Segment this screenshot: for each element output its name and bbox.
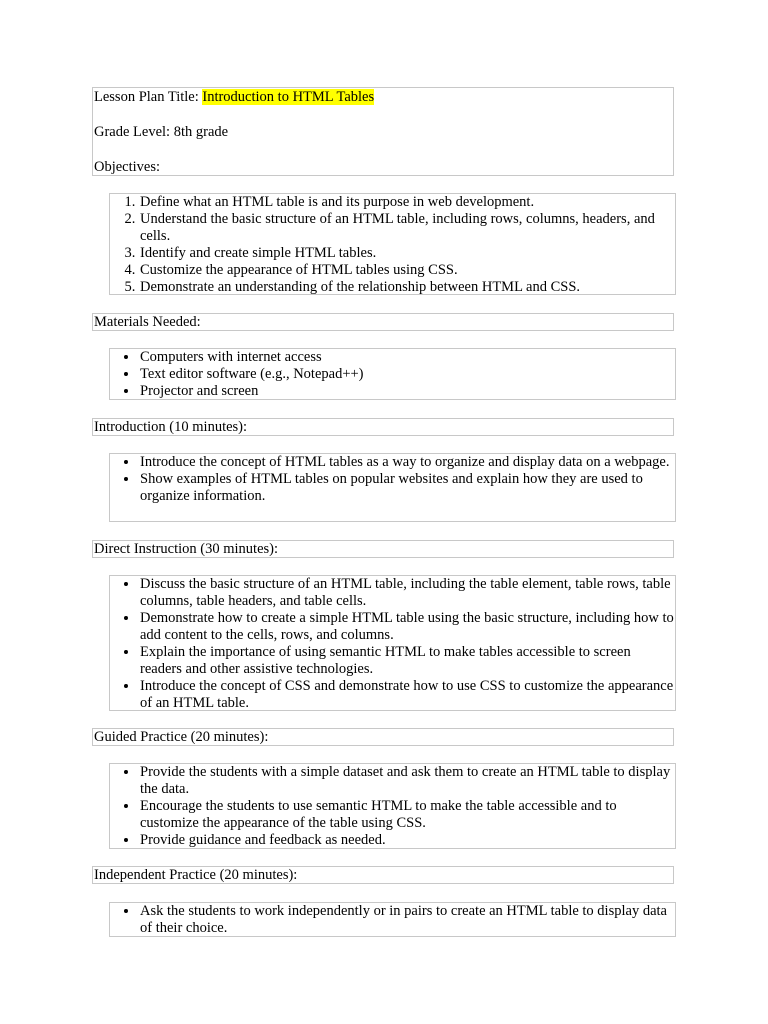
list-item: • Provide guidance and feedback as needed. [139, 832, 675, 849]
guided-practice-heading-box [92, 728, 674, 746]
list-item: • Computers with internet access [139, 349, 675, 366]
lesson-title [94, 89, 673, 106]
list-item: • Introduce the concept of CSS and demonstrate how to use CSS to customize the appearance of an HTML table. [139, 678, 675, 712]
objectives-heading: Objectives: [94, 159, 161, 175]
introduction-heading-box [92, 418, 674, 436]
materials-heading-box [92, 313, 674, 331]
lesson-title-value: Introduction to HTML Tables [202, 89, 375, 105]
independent-practice-heading-box [92, 866, 674, 884]
list-item: • Show examples of HTML tables on popular websites and explain how they are used to organize information. [139, 471, 675, 505]
list-item: 3. Identify and create simple HTML tables. [139, 245, 675, 262]
list-item: • Explain the importance of using semantic HTML to make tables accessible to screen readers and other assistive technologies. [139, 644, 675, 678]
introduction-list [110, 454, 675, 505]
guided-practice-list [110, 764, 675, 849]
list-item: • Encourage the students to use semantic HTML to make the table accessible and to customize the appearance of the table using CSS. [139, 798, 675, 832]
independent-practice-box [109, 902, 676, 937]
materials-list [110, 349, 675, 400]
list-item: • Text editor software (e.g., Notepad++) [139, 366, 675, 383]
grade-level: Grade Level: 8th grade [94, 124, 229, 140]
objectives-list [110, 194, 675, 296]
guided-practice-box [109, 763, 676, 849]
objectives-box [109, 193, 676, 295]
list-item: 1. Define what an HTML table is and its purpose in web development. [139, 194, 675, 211]
introduction-heading: Introduction (10 minutes): [94, 419, 248, 435]
guided-practice-heading: Guided Practice (20 minutes): [94, 729, 269, 745]
list-item: • Demonstrate how to create a simple HTML table using the basic structure, including how to add content to the cells, rows, and columns. [139, 610, 675, 644]
direct-instruction-box [109, 575, 676, 711]
independent-practice-list [110, 903, 675, 937]
list-item: 4. Customize the appearance of HTML tables using CSS. [139, 262, 675, 279]
list-item: • Provide the students with a simple dataset and ask them to create an HTML table to display the data. [139, 764, 675, 798]
list-item: • Projector and screen [139, 383, 675, 400]
lesson-title-label: Lesson Plan Title: [94, 89, 203, 105]
lesson-header [92, 87, 674, 176]
list-item: • Ask the students to work independently or in pairs to create an HTML table to display data of their choice. [139, 903, 675, 937]
list-item: 5. Demonstrate an understanding of the relationship between HTML and CSS. [139, 279, 675, 296]
materials-heading: Materials Needed: [94, 314, 201, 330]
direct-instruction-list [110, 576, 675, 712]
independent-practice-heading: Independent Practice (20 minutes): [94, 867, 298, 883]
introduction-box [109, 453, 676, 522]
direct-instruction-heading: Direct Instruction (30 minutes): [94, 541, 279, 557]
materials-box [109, 348, 676, 400]
direct-instruction-heading-box [92, 540, 674, 558]
list-item: 2. Understand the basic structure of an HTML table, including rows, columns, headers, and cells. [139, 211, 675, 245]
list-item: • Introduce the concept of HTML tables as a way to organize and display data on a webpage. [139, 454, 675, 471]
list-item: • Discuss the basic structure of an HTML table, including the table element, table rows, table columns, table headers, and table cells. [139, 576, 675, 610]
